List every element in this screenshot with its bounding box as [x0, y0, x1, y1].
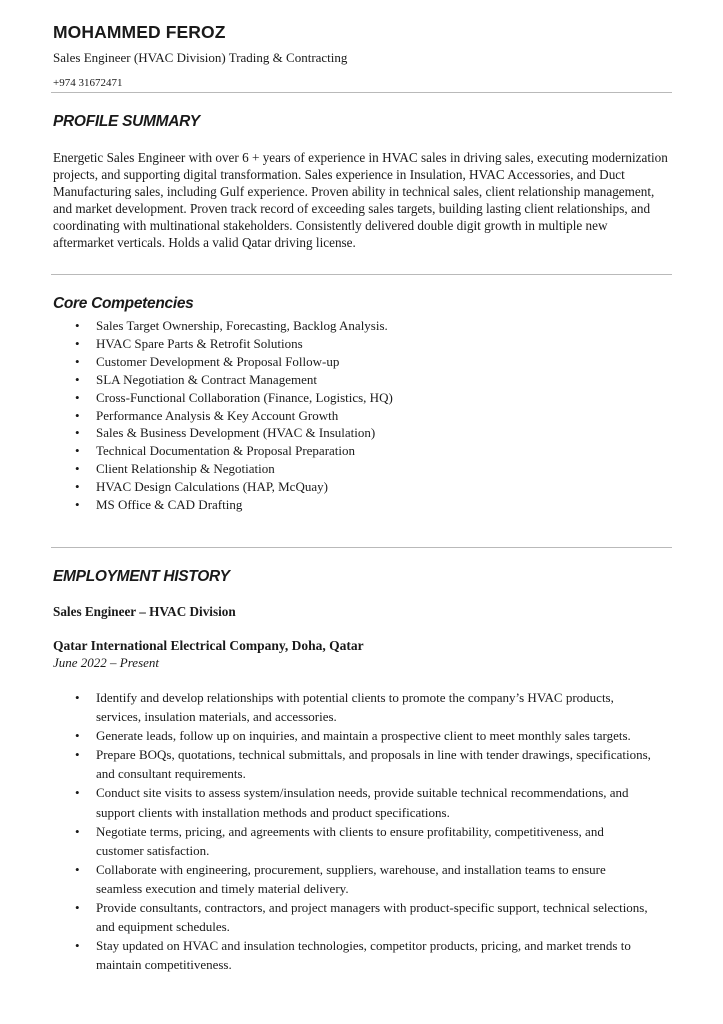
job-title: Sales Engineer – HVAC Division [53, 604, 236, 619]
list-item: • Technical Documentation & Proposal Preparation [53, 442, 393, 460]
phone-number: +974 31672471 [53, 77, 123, 89]
list-item: • Provide consultants, contractors, and project managers with product-specific support, technical selections, and equipment schedules. [53, 898, 653, 936]
candidate-name: MOHAMMED FEROZ [53, 22, 226, 42]
list-item: • MS Office & CAD Drafting [53, 496, 393, 514]
profile-summary-text: Energetic Sales Engineer with over 6 + years of experience in HVAC sales in driving sales, executing modernization projects, and supporting digital transformation. Sales experience in Insulation, HVAC Accessories, and Duct Manufacturing sales, including Gulf experience. Proven ability in technical sales, client relationship management, and market development. Proven track record of exceeding sales targets, building lasting client relationships, and coordinating with multinational stakeholders. Consistently delivered double digit growth in multiple new aftermarket verticals. Holds a valid Qatar driving license. [53, 150, 668, 250]
list-item: • Identify and develop relationships with potential clients to promote the company’s HVAC products, services, insulation materials, and accessories. [53, 688, 653, 726]
list-item: • Stay updated on HVAC and insulation technologies, competitor products, pricing, and market trends to maintain competitiveness. [53, 936, 653, 974]
list-item: • Sales & Business Development (HVAC & Insulation) [53, 424, 393, 442]
competencies-list [53, 317, 393, 514]
list-item: • HVAC Spare Parts & Retrofit Solutions [53, 335, 393, 353]
list-item: • Sales Target Ownership, Forecasting, Backlog Analysis. [53, 317, 393, 335]
employment-heading: EMPLOYMENT HISTORY [53, 568, 230, 585]
employment-dates: June 2022 – Present [53, 655, 160, 670]
candidate-subtitle: Sales Engineer (HVAC Division) Trading & Contracting [53, 50, 348, 65]
divider [51, 547, 672, 548]
divider [51, 92, 672, 93]
list-item: • Prepare BOQs, quotations, technical submittals, and proposals in line with tender drawings, specifications, and consultant requirements. [53, 745, 653, 783]
duties-list [53, 688, 653, 974]
profile-heading: PROFILE SUMMARY [53, 113, 200, 130]
list-item: • Negotiate terms, pricing, and agreements with clients to ensure profitability, competitiveness, and customer satisfaction. [53, 822, 653, 860]
competencies-heading: Core Competencies [53, 295, 194, 312]
list-item: • Client Relationship & Negotiation [53, 460, 393, 478]
list-item: • Collaborate with engineering, procurement, suppliers, warehouse, and installation teams to ensure seamless execution and timely material delivery. [53, 860, 653, 898]
list-item: • Generate leads, follow up on inquiries, and maintain a prospective client to meet monthly sales targets. [53, 726, 653, 745]
list-item: • HVAC Design Calculations (HAP, McQuay) [53, 478, 393, 496]
list-item: • Performance Analysis & Key Account Growth [53, 407, 393, 425]
list-item: • Cross-Functional Collaboration (Finance, Logistics, HQ) [53, 389, 393, 407]
list-item: • Customer Development & Proposal Follow-up [53, 353, 393, 371]
divider [51, 274, 672, 275]
list-item: • SLA Negotiation & Contract Management [53, 371, 393, 389]
list-item: • Conduct site visits to assess system/insulation needs, provide suitable technical recommendations, and support clients with installation methods and product specifications. [53, 783, 653, 821]
company-name: Qatar International Electrical Company, Doha, Qatar [53, 638, 364, 653]
